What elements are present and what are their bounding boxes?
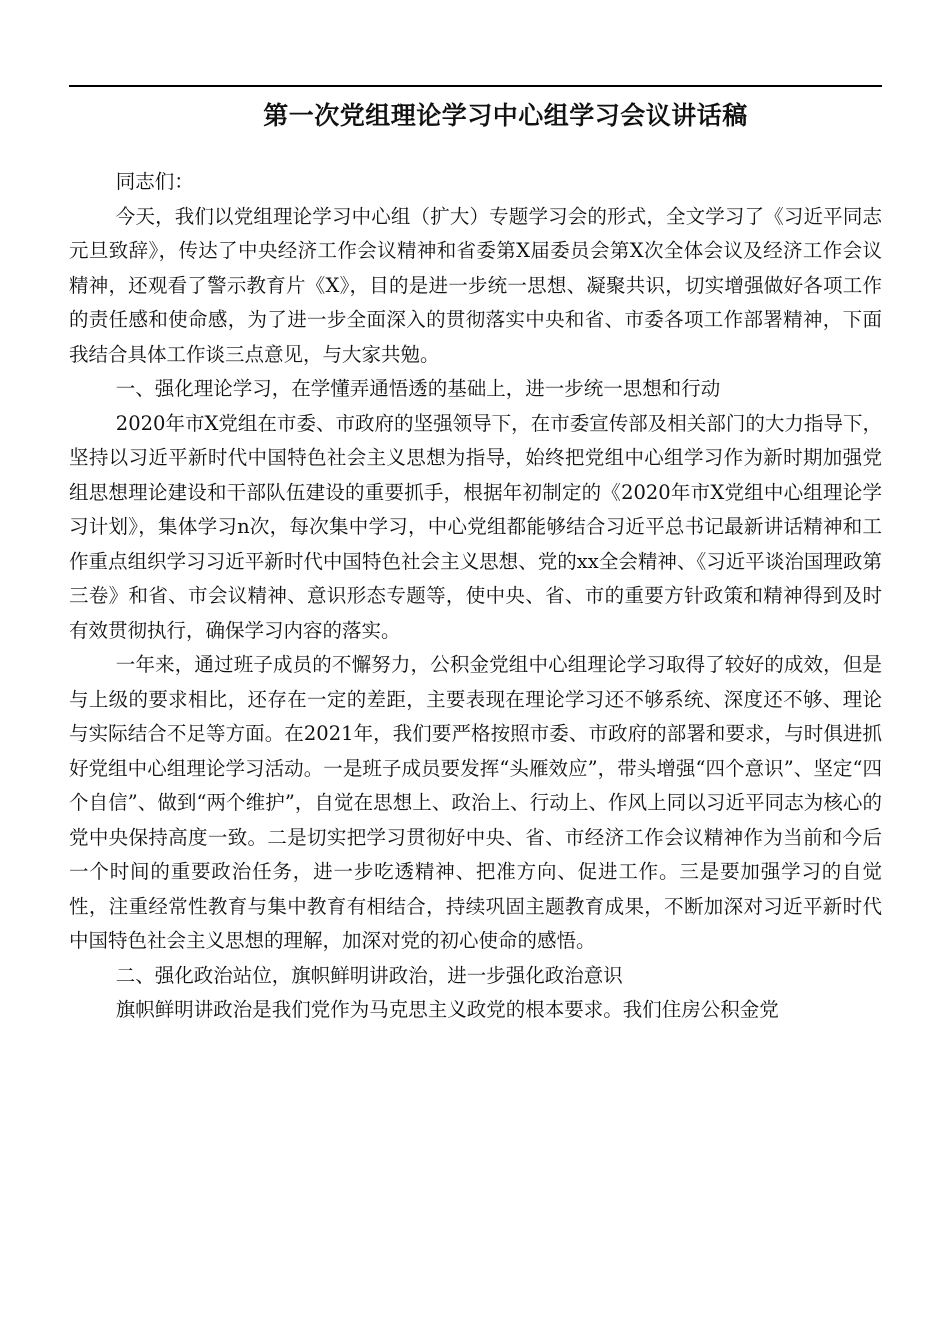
body-paragraph: 一年来，通过班子成员的不懈努力，公积金党组中心组理论学习取得了较好的成效，但是与上级的要求相比，还存在一定的差距，主要表现在理论学习还不够系统、深度还不够、理论与实际结合不足等方面。在2021年，我们要严格按照市委、市政府的部署和要求，与时俱进抓好党组中心组理论学习活动。一是班子成员要发挥“头雁效应”，带头增强“四个意识”、坚定“四个自信”、做到“两个维护”，自觉在思想上、政治上、行动上、作风上同以习近平同志为核心的党中央保持高度一致。二是切实把学习贯彻好中央、省、市经济工作会议精神作为当前和今后一个时间的重要政治任务，进一步吃透精神、把准方向、促进工作。三是要加强学习的自觉性，注重经常性教育与集中教育有相结合，持续巩固主题教育成果，不断加深对习近平新时代中国特色社会主义思想的理解，加深对党的初心使命的感悟。 — [69, 653, 882, 952]
document-body — [69, 165, 882, 1028]
body-paragraph: 2020年市X党组在市委、市政府的坚强领导下，在市委宣传部及相关部门的大力指导下，坚持以习近平新时代中国特色社会主义思想为指导，始终把党组中心组学习作为新时期加强党组思想理论建设和干部队伍建设的重要抓手，根据年初制定的《2020年市X党组中心组理论学习计划》，集体学习n次，每次集中学习，中心党组都能够结合习近平总书记最新讲话精神和工作重点组织学习习近平新时代中国特色社会主义思想、党的xx全会精神、《习近平谈治国理政第三卷》和省、市会议精神、意识形态专题等，使中央、省、市的重要方针政策和精神得到及时有效贯彻执行，确保学习内容的落实。 — [69, 411, 882, 642]
document-title: 第一次党组理论学习中心组学习会议讲话稿 — [263, 101, 748, 130]
section-heading-2: 二、强化政治站位，旗帜鲜明讲政治，进一步强化政治意识 — [115, 963, 623, 987]
header-rule — [69, 85, 882, 87]
salutation: 同志们： — [115, 170, 194, 193]
body-paragraph: 今天，我们以党组理论学习中心组（扩大）专题学习会的形式，全文学习了《习近平同志元旦致辞》，传达了中央经济工作会议精神和省委第X届委员会第X次全体会议及经济工作会议精神，还观看了警示教育片《X》，目的是进一步统一思想、凝聚共识，切实增强做好各项工作的责任感和使命感，为了进一步全面深入的贯彻落实中央和省、市委各项工作部署精神，下面我结合具体工作谈三点意见，与大家共勉。 — [69, 204, 882, 366]
section-heading-1: 一、强化理论学习，在学懂弄通悟透的基础上，进一步统一思想和行动 — [115, 377, 721, 400]
body-paragraph: 旗帜鲜明讲政治是我们党作为马克思主义政党的根本要求。我们住房公积金党 — [115, 998, 779, 1021]
